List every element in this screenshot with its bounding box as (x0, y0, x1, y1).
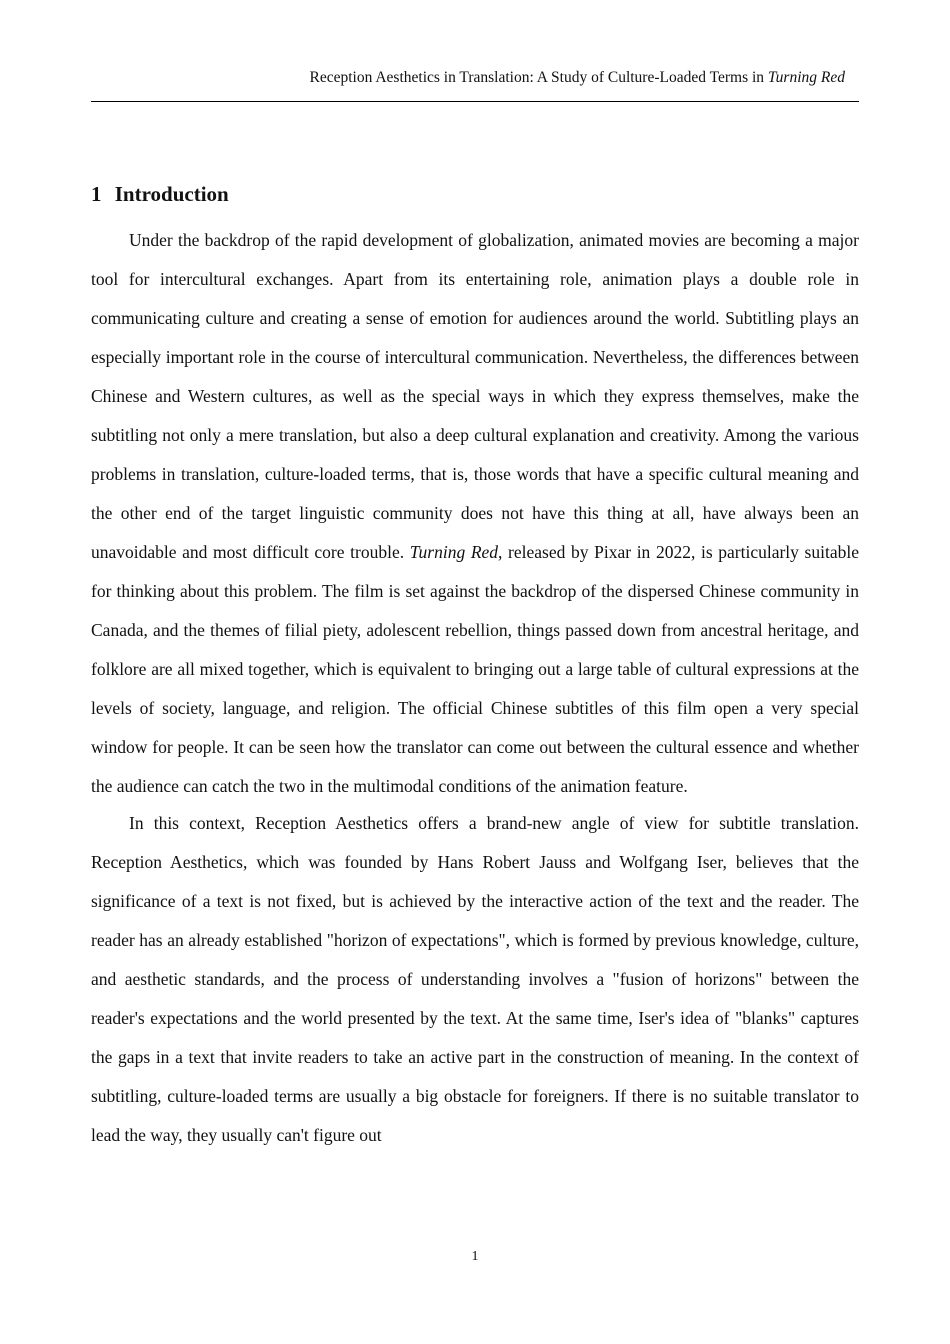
running-header-title: Reception Aesthetics in Translation: A Study of Culture-Loaded Terms in (309, 69, 768, 86)
section-title: Introduction (114, 182, 229, 206)
section-number: 1 (91, 182, 102, 206)
paragraph-2 (91, 804, 859, 1155)
paragraph-1-text-a: Under the backdrop of the rapid development of globalization, animated movies are becoming a major tool for intercultural exchanges. Apart from its entertaining role, animation plays a double role in communicating culture and creating a sense of emotion for audiences around the world. Subtitling plays an especially important role in the course of intercultural communication. Nevertheless, the differences between Chinese and Western cultures, as well as the special ways in which they express themselves, make the subtitling not only a mere translation, but also a deep cultural explanation and creativity. Among the various problems in translation, culture-loaded terms, that is, those words that have a specific cultural meaning and the other end of the target linguistic community does not have this thing at all, have always been an unavoidable and most difficult core trouble. (91, 230, 859, 562)
body-text (91, 221, 859, 1155)
page-number: 1 (471, 1249, 479, 1264)
paragraph-2-text: In this context, Reception Aesthetics offers a brand-new angle of view for subtitle translation. Reception Aesthetics, which was founded by Hans Robert Jauss and Wolfgang Iser, believes that the significance of a text is not fixed, but is achieved by the interactive action of the text and the reader. The reader has an already established "horizon of expectations", which is formed by previous knowledge, culture, and aesthetic standards, and the process of understanding involves a "fusion of horizons" between the reader's expectations and the world presented by the text. At the same time, Iser's idea of "blanks" captures the gaps in a text that invite readers to take an active part in the construction of meaning. In the context of subtitling, culture-loaded terms are usually a big obstacle for foreigners. If there is no suitable translator to lead the way, they usually can't figure out (91, 813, 859, 1145)
running-header (91, 66, 859, 102)
section-heading (91, 180, 229, 208)
paragraph-1-film-title: Turning Red (409, 542, 499, 562)
running-header-film-title: Turning Red (767, 69, 845, 86)
paragraph-1 (91, 221, 859, 806)
paragraph-1-text-b: , released by Pixar in 2022, is particularly suitable for thinking about this problem. The film is set against the backdrop of the dispersed Chinese community in Canada, and the themes of filial piety, adolescent rebellion, things passed down from ancestral heritage, and folklore are all mixed together, which is equivalent to bringing out a large table of cultural expressions at the levels of society, language, and religion. The official Chinese subtitles of this film open a very special window for people. It can be seen how the translator can come out between the cultural essence and whether the audience can catch the two in the multimodal conditions of the animation feature. (91, 542, 859, 796)
